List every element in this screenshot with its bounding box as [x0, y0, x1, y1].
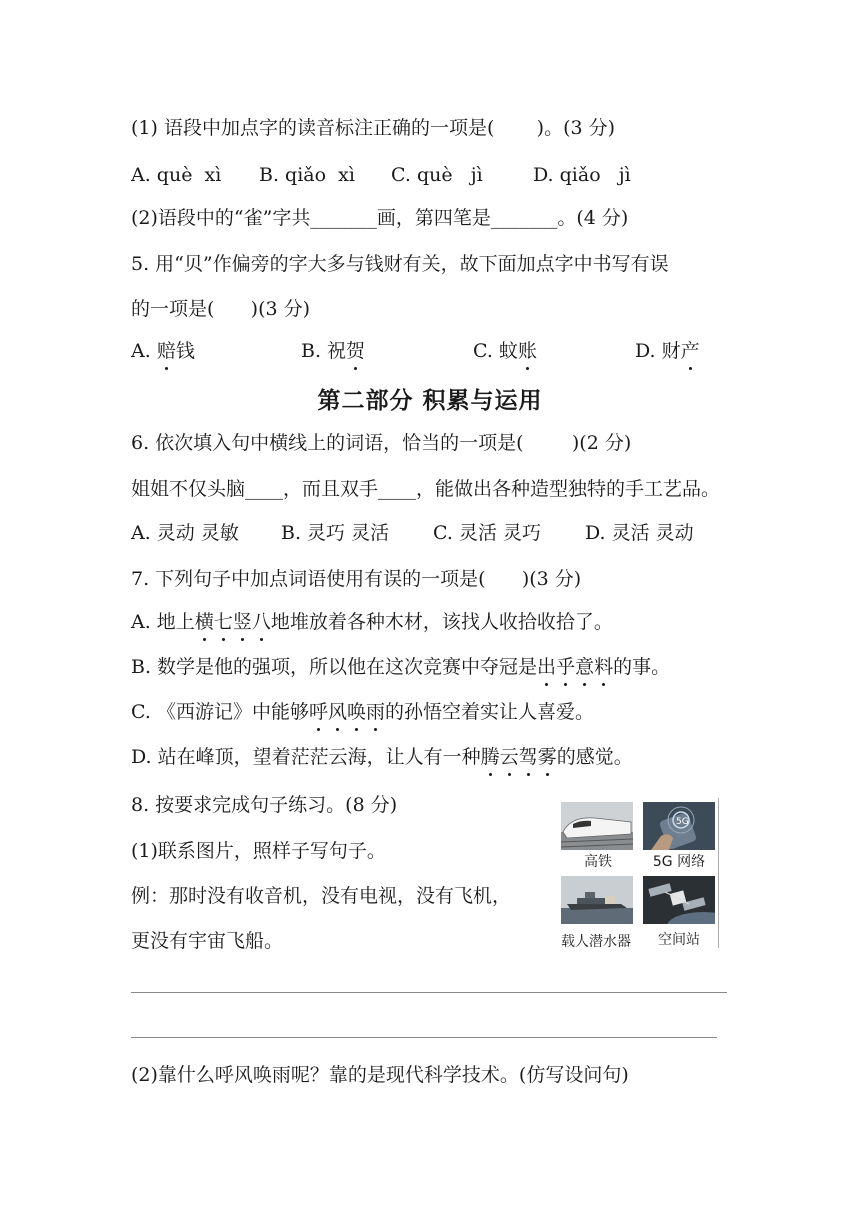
caption-manned-submersible: 载人潜水器	[561, 934, 631, 950]
q6-options	[131, 521, 694, 545]
q7-stem: 7. 下列句子中加点词语使用有误的一项是( )(3 分)	[131, 568, 582, 590]
svg-text:5G: 5G	[676, 817, 689, 827]
q4-sub1-options	[131, 163, 631, 187]
q8-stem: 8. 按要求完成句子练习。(8 分)	[131, 794, 398, 816]
space-station-image	[643, 876, 715, 924]
q5-option-c: C. 蚊账	[473, 340, 537, 362]
q6-sentence: 姐姐不仅头脑____，而且双手____，能做出各种造型独特的手工艺品。	[131, 478, 721, 500]
q6-stem: 6. 依次填入句中横线上的词语，恰当的一项是( )(2 分)	[131, 432, 632, 454]
picture-grid-border	[718, 798, 719, 948]
q5-option-a: A. 赔钱	[131, 340, 195, 362]
caption-5g-network: 5G 网络	[652, 854, 706, 870]
q6-option-a: A. 灵动 灵敏	[131, 522, 239, 544]
option-c: C. què jì	[391, 164, 483, 186]
q7-option-d: D. 站在峰顶，望着茫茫云海，让人有一种腾云驾雾的感觉。	[131, 746, 633, 768]
q7-option-c: C. 《西游记》中能够呼风唤雨的孙悟空着实让人喜爱。	[131, 701, 595, 723]
option-b: B. qiǎo xì	[259, 164, 355, 186]
q6-option-b: B. 灵巧 灵活	[281, 522, 390, 544]
high-speed-train-image	[561, 802, 633, 850]
q7-option-a: A. 地上横七竖八地堆放着各种木材，该找人收拾收拾了。	[131, 611, 613, 633]
q8-sub2: (2)靠什么呼风唤雨呢？靠的是现代科学技术。(仿写设问句)	[131, 1064, 629, 1086]
q5-stem-line2: 的一项是( )(3 分)	[131, 298, 311, 320]
answer-line-2	[131, 1037, 717, 1038]
q4-sub1-stem: (1) 语段中加点字的读音标注正确的一项是( )。(3 分)	[131, 117, 616, 139]
q8-example-line2: 更没有宇宙飞船。	[131, 930, 284, 952]
q8-sub1: (1)联系图片，照样子写句子。	[131, 840, 386, 862]
q8-picture-grid	[557, 798, 719, 948]
q5-options	[131, 339, 700, 363]
q4-sub2-stem: (2)语段中的“雀”字共_______画，第四笔是_______。(4 分)	[131, 207, 629, 229]
5g-network-image	[643, 802, 715, 850]
q5-option-b: B. 祝贺	[301, 340, 366, 362]
manned-submersible-image	[561, 876, 633, 924]
q6-option-d: D. 灵活 灵动	[585, 522, 694, 544]
q5-stem-line1: 5. 用“贝”作偏旁的字大多与钱财有关，故下面加点字中书写有误	[131, 253, 669, 275]
q8-example-line1: 例：那时没有收音机，没有电视，没有飞机，	[131, 885, 512, 907]
caption-high-speed-rail: 高铁	[584, 854, 612, 870]
caption-space-station: 空间站	[658, 932, 700, 948]
q7-option-b: B. 数学是他的强项，所以他在这次竞赛中夺冠是出乎意料的事。	[131, 656, 671, 678]
option-a: A. què xì	[131, 164, 222, 186]
option-d: D. qiǎo jì	[533, 164, 631, 186]
q5-option-d: D. 财产	[635, 340, 700, 362]
q6-option-c: C. 灵活 灵巧	[433, 522, 541, 544]
section-title: 第二部分 积累与运用	[317, 387, 543, 414]
answer-line-1	[131, 992, 727, 993]
